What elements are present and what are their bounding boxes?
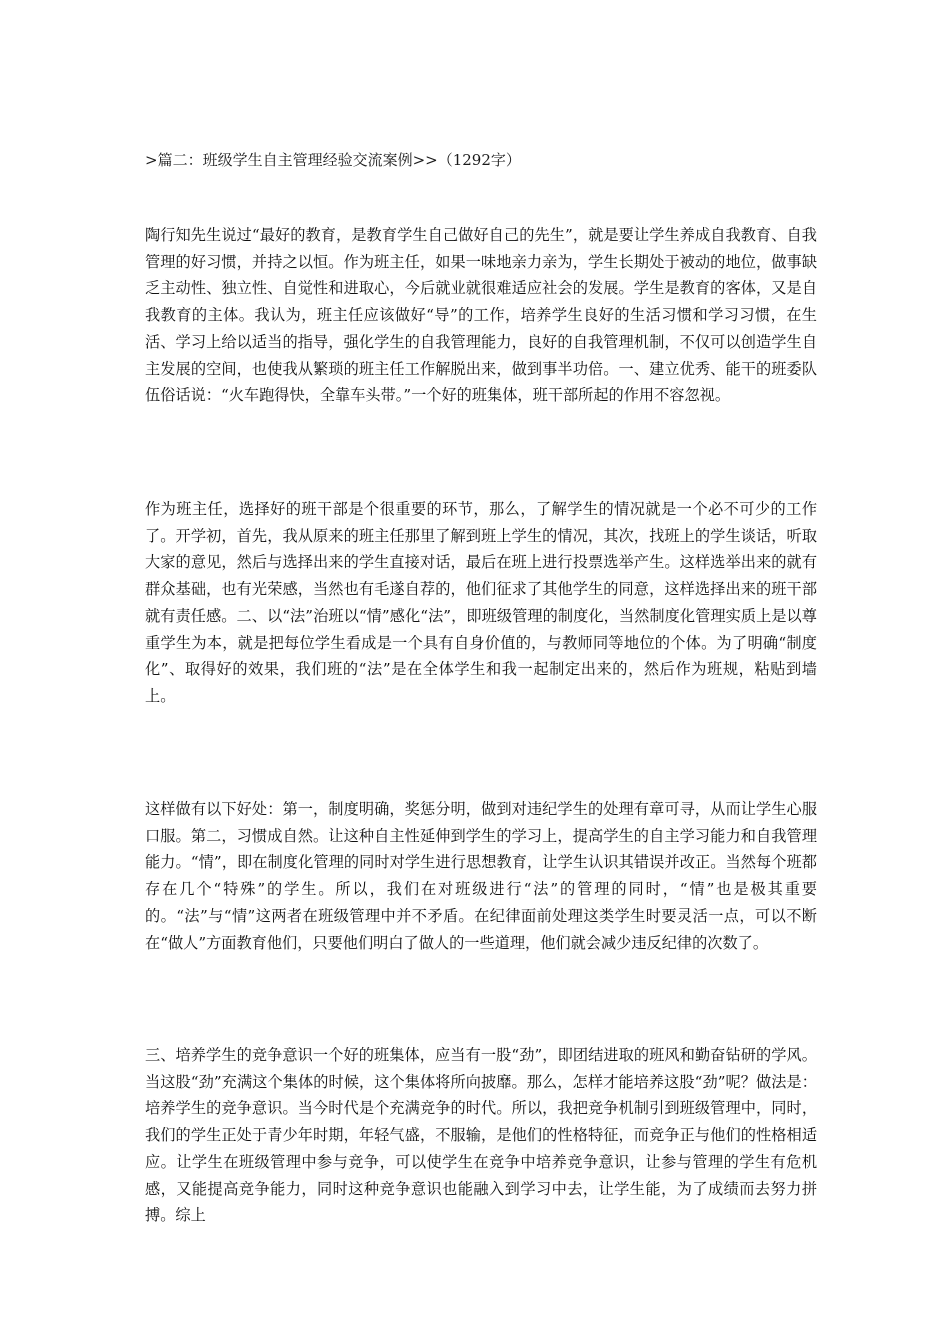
paragraph-1: 陶行知先生说过“最好的教育，是教育学生自己做好自己的先生”，就是要让学生养成自我教育、自我管理的好习惯，并持之以恒。作为班主任，如果一味地亲力亲为，学生长期处于被动的地位，做事缺乏主动性、独立性、自觉性和进取心，今后就业就很难适应社会的发展。学生是教育的客体，又是自我教育的主体。我认为，班主任应该做好“导”的工作，培养学生良好的生活习惯和学习习惯，在生活、学习上给以适当的指导，强化学生的自我管理能力，良好的自我管理机制，不仅可以创造学生自主发展的空间，也使我从繁琐的班主任工作解脱出来，做到事半功倍。一、建立优秀、能干的班委队伍俗话说：“火车跑得快，全靠车头带。”一个好的班集体，班干部所起的作用不容忽视。 (145, 226, 817, 405)
paragraph-2: 作为班主任，选择好的班干部是个很重要的环节，那么，了解学生的情况就是一个必不可少的工作了。开学初，首先，我从原来的班主任那里了解到班上学生的情况，其次，找班上的学生谈话，听取大家的意见，然后与选择出来的学生直接对话，最后在班上进行投票选举产生。这样选举出来的就有群众基础，也有光荣感，当然也有毛遂自荐的，他们征求了其他学生的同意，这样选择出来的班干部就有责任感。二、以“法”治班以“情”感化“法”，即班级管理的制度化，当然制度化管理实质上是以尊重学生为本，就是把每位学生看成是一个具有自身价值的，与教师同等地位的个体。为了明确“制度化”、取得好的效果，我们班的“法”是在全体学生和我一起制定出来的，然后作为班规，粘贴到墙上。 (145, 500, 817, 705)
paragraph-3: 这样做有以下好处：第一，制度明确，奖惩分明，做到对违纪学生的处理有章可寻，从而让学生心服口服。第二，习惯成自然。让这种自主性延伸到学生的学习上，提高学生的自主学习能力和自我管理能力。“情”，即在制度化管理的同时对学生进行思想教育，让学生认识其错误并改正。当然每个班都存在几个“特殊”的学生。所以，我们在对班级进行“法”的管理的同时，“情”也是极其重要的。“法”与“情”这两者在班级管理中并不矛盾。在纪律面前处理这类学生时要灵活一点，可以不断在“做人”方面教育他们，只要他们明白了做人的一些道理，他们就会减少违反纪律的次数了。 (145, 800, 817, 952)
paragraph-4: 三、培养学生的竞争意识一个好的班集体，应当有一股“劲”，即团结进取的班风和勤奋钻研的学风。当这股“劲”充满这个集体的时候，这个集体将所向披靡。那么，怎样才能培养这股“劲”呢？做法是：培养学生的竞争意识。当今时代是个充满竞争的时代。所以，我把竞争机制引到班级管理中，同时，我们的学生正处于青少年时期，年轻气盛，不服输，是他们的性格特征，而竞争正与他们的性格相适应。让学生在班级管理中参与竞争，可以使学生在竞争中培养竞争意识，让参与管理的学生有危机感，又能提高竞争能力，同时这种竞争意识也能融入到学习中去，让学生能，为了成绩而去努力拼搏。综上 (145, 1046, 817, 1225)
article-heading: >篇二：班级学生自主管理经验交流案例>>（1292字） (145, 151, 521, 169)
